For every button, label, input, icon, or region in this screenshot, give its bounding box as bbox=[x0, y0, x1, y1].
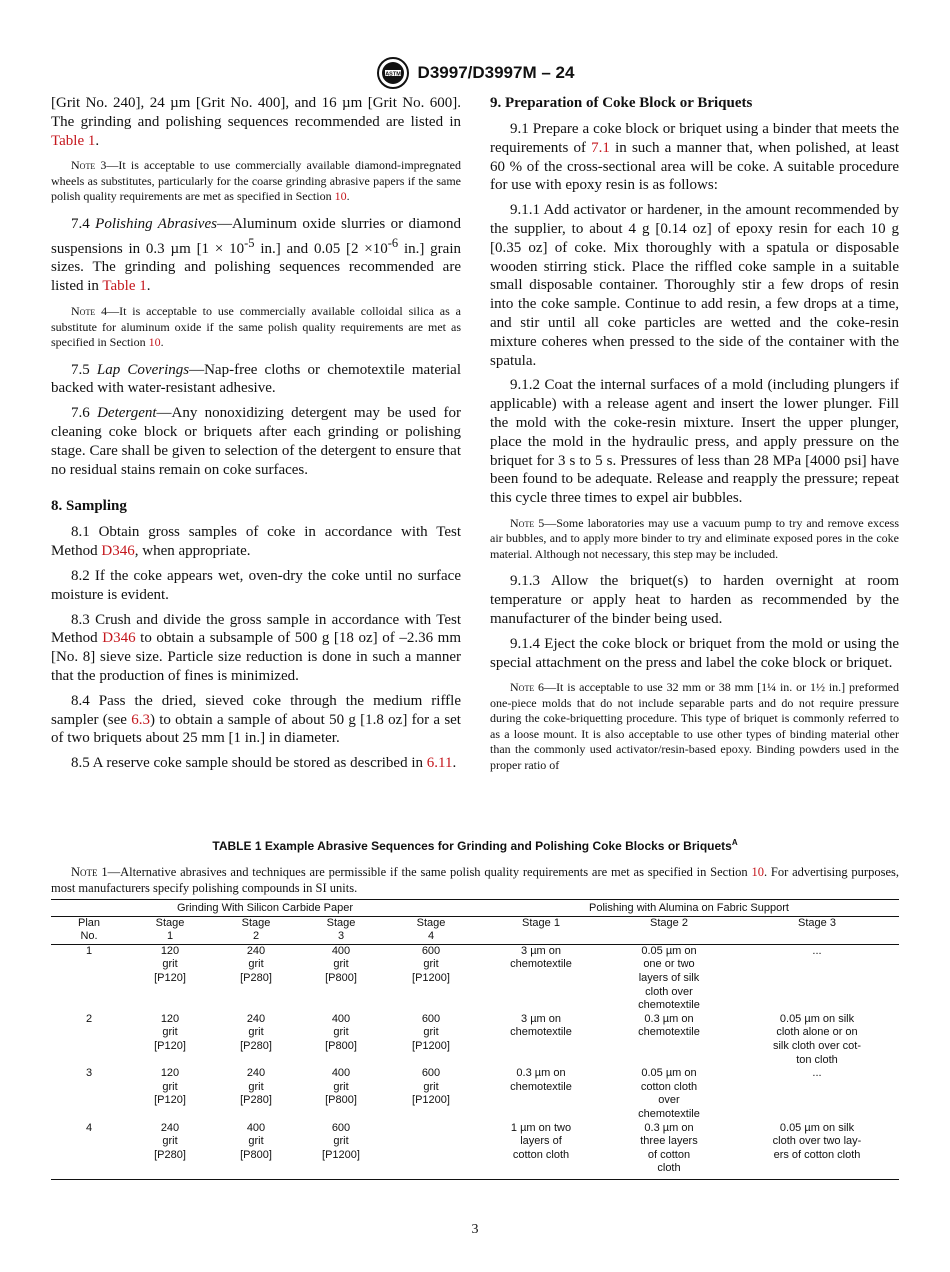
table-cell: 600 grit [P1200] bbox=[412, 1067, 450, 1107]
table-cell: 600 grit [P1200] bbox=[412, 1012, 450, 1052]
table-cell: 400 grit [P800] bbox=[325, 1012, 357, 1052]
note-3: Note 3—It is acceptable to use commercially available diamond-impregnated wheels as substitutes, particularly for the coarse grinding abrasive papers if the same polish quality requirements are met as specified in Section 10. bbox=[51, 158, 461, 204]
document-designation: D3997/D3997M – 24 bbox=[417, 63, 575, 82]
paragraph-9-1: 9.1 Prepare a coke block or briquet using a binder that meets the requirements of 7.1 in such a manner that, when polished, at least 60 % of the cross-sectional area will be coke. A suitable procedure for use with epoxy resin is as follows: bbox=[490, 121, 899, 194]
paragraph-9-1-4: 9.1.4 Eject the coke block or briquet from the mold or using the special attachment on the press and label the coke block or briquet. bbox=[490, 635, 899, 671]
column-header: Stage 2 bbox=[213, 916, 299, 944]
astm-logo-icon bbox=[376, 56, 410, 90]
table-cell bbox=[383, 1122, 479, 1180]
table-1-link[interactable]: Table 1 bbox=[102, 278, 147, 295]
section-7-1-link[interactable]: 7.1 bbox=[591, 139, 610, 156]
page-header bbox=[0, 56, 950, 90]
table-cell: 0.05 µm on one or two layers of silk cloth over chemotextile bbox=[638, 944, 700, 1012]
note-5: Note 5—Some laboratories may use a vacuum pump to try and remove excess air bubbles, and to apply more binder to try and eliminate exposed pores in the coke material. Although not necessary, this step may be included. bbox=[490, 515, 899, 561]
d346-link[interactable]: D346 bbox=[102, 630, 136, 647]
section-8-heading: 8. Sampling bbox=[51, 498, 127, 515]
table-cell: 240 grit [P280] bbox=[240, 944, 272, 984]
left-column bbox=[51, 94, 461, 779]
polishing-group-header: Polishing with Alumina on Fabric Support bbox=[479, 900, 899, 917]
table-cell: 0.3 µm on chemotextile bbox=[510, 1067, 572, 1093]
column-header: Stage 3 bbox=[299, 916, 383, 944]
paragraph-8-1: 8.1 Obtain gross samples of coke in accordance with Test Method D346, when appropriate. bbox=[51, 524, 461, 560]
column-header: Stage 2 bbox=[603, 916, 735, 944]
page-number: 3 bbox=[471, 1222, 479, 1237]
paragraph-7-4: 7.4 Polishing Abrasives—Aluminum oxide slurries or diamond suspensions in 0.3 µm [$1 \times 10^{-5}$ in.] and 0.05 [$2 \times 10^{-6}$ in.] grain sizes. The grinding and polishing sequences recommended are listed in Table 1. bbox=[51, 215, 462, 295]
table-cell: 3 bbox=[85, 1067, 93, 1080]
right-column bbox=[490, 94, 899, 783]
paragraph-7-5: 7.5 Lap Coverings—Nap-free cloths or chemotextile material backed with water-resistant adhesive. bbox=[51, 361, 461, 397]
table-cell: 120 grit [P120] bbox=[154, 1012, 186, 1052]
paragraph-9-1-1: 9.1.1 Add activator or hardener, in the amount recommended by the supplier, to about 4 g [0.14 oz] of epoxy resin for each 10 g [0.35 oz] of coke. Mix thoroughly with a spatula or disposable wooden stirring stick. Place the riffled coke sample in a suitable small disposable container. Thoroughly stir a few drops of resin into the coke sample. Continue to add resin, a few drops at a time, and stir until all coke particles are wetted and the coke-resin mixture coheres when pressed to the side of the container with the spatula. bbox=[490, 202, 899, 369]
table-1-note: Note 1—Alternative abrasives and techniques are permissible if the same polish quality requirements are met as specified in Section 10. For advertising purposes, most manufacturers specify polishing compounds in SI units. bbox=[51, 865, 899, 895]
section-10-link[interactable]: 10 bbox=[334, 189, 347, 204]
paragraph-8-5: 8.5 A reserve coke sample should be stored as described in 6.11. bbox=[71, 755, 457, 772]
table-cell: 0.05 µm on silk cloth alone or on silk cloth over cot- ton cloth bbox=[772, 1012, 862, 1066]
column-header: Stage 1 bbox=[127, 916, 213, 944]
table-cell: 3 µm on chemotextile bbox=[510, 944, 572, 971]
note-4: Note 4—It is acceptable to use commercially available colloidal silica as a substitute for aluminum oxide if the same polish quality requirements are met as specified in Section 10. bbox=[51, 304, 462, 350]
table-cell: 240 grit [P280] bbox=[240, 1012, 272, 1052]
table-cell: 1 bbox=[85, 944, 93, 957]
table-row bbox=[51, 1122, 899, 1180]
table-1-title: TABLE 1 Example Abrasive Sequences for Grinding and Polishing Coke Blocks or Briquets$^A$ bbox=[212, 838, 738, 853]
section-6-3-link[interactable]: 6.3 bbox=[131, 711, 150, 728]
table-cell: 4 bbox=[51, 1122, 127, 1180]
table-cell: 400 grit [P800] bbox=[325, 944, 357, 984]
table-cell: 600 grit [P1200] bbox=[299, 1122, 383, 1180]
paragraph-7-3-continued: [Grit No. 240], 24 µm [Grit No. 400], and 16 µm [Grit No. 600]. The grinding and polishing sequences recommended are listed in Table 1. bbox=[51, 95, 461, 149]
d346-link[interactable]: D346 bbox=[101, 543, 135, 560]
table-cell: 240 grit [P280] bbox=[127, 1122, 213, 1180]
table-cell: 400 grit [P800] bbox=[213, 1122, 299, 1180]
table-cell: 400 grit [P800] bbox=[325, 1067, 357, 1107]
section-10-link[interactable]: 10 bbox=[751, 865, 764, 879]
column-header: Stage 4 bbox=[383, 916, 479, 944]
paragraph-8-2: 8.2 If the coke appears wet, oven-dry the coke until no surface moisture is evident. bbox=[51, 567, 461, 603]
table-1-link[interactable]: Table 1 bbox=[51, 132, 96, 149]
table-cell: 240 grit [P280] bbox=[240, 1067, 272, 1107]
column-header: Stage 3 bbox=[735, 916, 899, 944]
table-cell: 120 grit [P120] bbox=[154, 944, 186, 984]
table-cell: 3 µm on chemotextile bbox=[510, 1012, 572, 1039]
table-cell: 0.05 µm on cotton cloth over chemotextile bbox=[638, 1067, 700, 1120]
section-6-11-link[interactable]: 6.11 bbox=[426, 755, 453, 772]
svg-text:ASTM: ASTM bbox=[384, 71, 401, 78]
grinding-group-header: Grinding With Silicon Carbide Paper bbox=[51, 900, 479, 917]
table-cell: ... bbox=[812, 944, 822, 957]
section-9-heading: 9. Preparation of Coke Block or Briquets bbox=[490, 95, 753, 111]
paragraph-9-1-2: 9.1.2 Coat the internal surfaces of a mold (including plungers if applicable) with a release agent and insert the lower plunger. Fill the mold with the coke-resin mixture. Insert the upper plunger, place the mold in the hydraulic press, and apply pressure on the briquet for 3 s to 5 s. Pressures of less than 28 MPa [4000 psi] have been found to be adequate. Release and reapply the pressure; repeat this cycle three times to expel air bubbles. bbox=[490, 377, 899, 507]
paragraph-9-1-3: 9.1.3 Allow the briquet(s) to harden overnight at room temperature or apply heat to harden as recommended by the manufacturer of the binder being used. bbox=[490, 573, 899, 628]
table-cell: 0.3 µm on chemotextile bbox=[638, 1012, 700, 1039]
table-row bbox=[51, 1013, 899, 1067]
table-cell: 2 bbox=[85, 1012, 93, 1025]
section-10-link[interactable]: 10 bbox=[148, 335, 161, 350]
column-header: Plan No. bbox=[51, 916, 127, 944]
column-header: Stage 1 bbox=[479, 916, 603, 944]
table-cell: 0.3 µm on three layers of cotton cloth bbox=[603, 1122, 735, 1180]
table-cell: 0.05 µm on silk cloth over two lay- ers of cotton cloth bbox=[735, 1122, 899, 1180]
table-cell: 1 µm on two layers of cotton cloth bbox=[479, 1122, 603, 1180]
paragraph-7-6: 7.6 Detergent—Any nonoxidizing detergent may be used for cleaning coke block or briquets after each grinding or polishing stage. Care shall be given to selection of the detergent to ensure that no residual stains remain on coke surfaces. bbox=[51, 405, 462, 478]
table-cell: 120 grit [P120] bbox=[154, 1067, 186, 1107]
table-1 bbox=[51, 899, 899, 1180]
paragraph-8-3: 8.3 Crush and divide the gross sample in accordance with Test Method D346 to obtain a subsample of 500 g [18 oz] of –2.36 mm [No. 8] sieve size. Particle size reduction is done in such a manner that the production of fines is minimized. bbox=[51, 611, 461, 684]
table-row bbox=[51, 944, 899, 1012]
table-cell: ... bbox=[812, 1067, 822, 1080]
table-row bbox=[51, 1067, 899, 1121]
paragraph-8-4: 8.4 Pass the dried, sieved coke through the medium riffle sampler (see 6.3) to obtain a sample of about 50 g [1.8 oz] for a set of two briquets about 25 mm [1 in.] in diameter. bbox=[51, 692, 461, 747]
table-cell: 600 grit [P1200] bbox=[412, 944, 450, 984]
note-6: Note 6—It is acceptable to use 32 mm or 38 mm [1¼ in. or 1½ in.] preformed one-piece molds that do not include separable parts and do not require pressure during the coke-briquetting procedure. This type of briquet is commonly referred to as a loose mount. It is also acceptable to use other types of binding material other than the commonly used activator/resin-based epoxy. Binding powders used in the proper ratio of bbox=[490, 680, 899, 772]
